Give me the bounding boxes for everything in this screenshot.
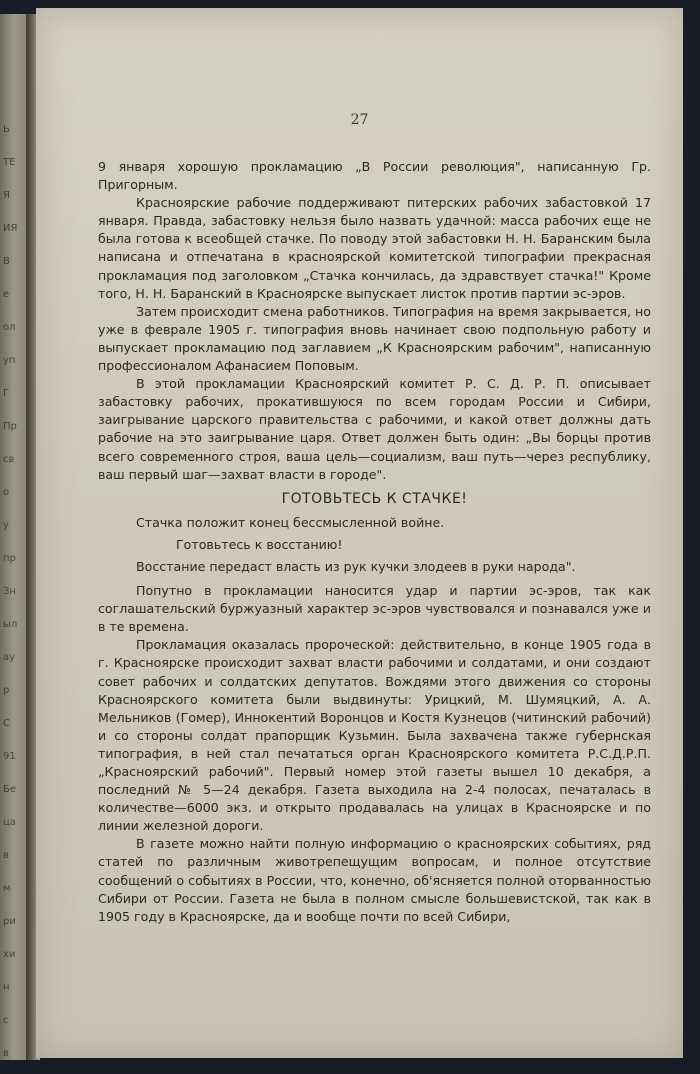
left-page-fragment: в — [3, 1048, 9, 1059]
left-page-fragment: н — [3, 982, 10, 993]
left-page-fragment: ри — [3, 916, 16, 927]
proclamation-heading: ГОТОВЬТЕСЬ К СТАЧКЕ! — [281, 490, 468, 507]
book-page — [36, 8, 683, 1058]
left-page-fragment: В — [3, 256, 10, 267]
left-page-fragment: хи — [3, 949, 16, 960]
left-page-fragment: пр — [3, 553, 16, 564]
proclamation-line-2: Готовьтесь к восстанию! — [176, 536, 343, 552]
left-page-fragment: Зн — [3, 586, 16, 597]
left-page-fragment: ца — [3, 817, 16, 828]
left-page-fragment: Ь — [3, 124, 10, 135]
left-page-fragment: св — [3, 454, 15, 465]
left-page-fragment: ыл — [3, 619, 18, 630]
paragraph-6: Прокламация оказалась пророческой: действительно, в конце 1905 года в г. Красноярске происходит захват власти рабочими и солдатами, и они создают совет рабочих и солдатских депутатов. Вождями этого движения со стороны Красноярского комитета были выдвинуты: Урицкий, М. Шумяцкий, А. А. Мельников (Гомер), Иннокентий Воронцов и Костя Кузнецов (читинский рабочий) и со стороны солдат прапорщик Кузьмин. Была захвачена также губернская типография, в ней стал печататься орган Красноярского комитета Р.С.Д.Р.П. „Красноярский рабочий". Первый номер этой газеты вышел 10 декабря, а последний № 5—24 декабря. Газета выходила на 2-4 полосах, печаталась в количестве—6000 экз. и открыто продавалась на улицах в Красноярске и по линии железной дороги. — [98, 637, 651, 834]
proclamation-line-3: Восстание передаст власть из рук кучки злодеев в руки народа". — [136, 558, 576, 574]
paragraph-4: В этой прокламации Красноярский комитет Р. С. Д. Р. П. описывает забастовку рабочих, прокатившуюся по всем городам России и Сибири, заигрывание царского правительства с рабочими, и какой ответ должны дать рабочие на это заигрывание царя. Ответ должен быть один: „Вы борцы против всего современного строя, ваша цель—социализм, ваш путь—через республику, ваш первый шаг—захват власти в городе". — [98, 376, 651, 482]
left-page-fragment: ТЕ — [3, 157, 16, 168]
left-page-fragment: с — [3, 1015, 9, 1026]
left-page-fragment: в — [3, 850, 9, 861]
paragraph-5: Попутно в прокламации наносится удар и партии эс-эров, так как соглашательский буржуазный характер эс-эров чувствовался и познавался уже и в те времена. — [98, 583, 651, 635]
left-page-fragment: Г — [3, 388, 10, 399]
left-page-fragment: Я — [3, 190, 10, 201]
left-page-fragment: ол — [3, 322, 16, 333]
page-number: 27 — [350, 112, 369, 128]
left-page-fragment: о — [3, 487, 10, 498]
paragraph-1: 9 января хорошую прокламацию „В России революция", написанную Гр. Пригорным. — [98, 159, 651, 193]
left-page-fragment: р — [3, 685, 10, 696]
paragraph-2: Красноярские рабочие поддерживают питерских рабочих забастовкой 17 января. Правда, забастовку нельзя было назвать удачной: масса рабочих еще не была готова к всеобщей стачке. По поводу этой забастовки Н. Н. Баранским была написана и отпечатана в красноярской комитетской типографии прекрасная прокламация под заголовком „Стачка кончилась, да здравствует стачка!" Кроме того, Н. Н. Баранский в Красноярске выпускает листок против партии эс-эров. — [98, 195, 651, 301]
left-page-fragment: ау — [3, 652, 16, 663]
left-page-fragment: е — [3, 289, 10, 300]
left-page-fragment: уп — [3, 355, 16, 366]
left-page-fragment: Бе — [3, 784, 17, 795]
left-page-fragment: Пр — [3, 421, 17, 432]
left-page-fragment: у — [3, 520, 9, 531]
paragraph-3: Затем происходит смена работников. Типография на время закрывается, но уже в феврале 1905 г. типография вновь начинает свою подпольную работу и выпускает прокламацию под заглавием „К Красноярским рабочим", написанную профессионалом Афанасием Поповым. — [98, 303, 651, 374]
left-page-fragment: м — [3, 883, 11, 894]
left-page-fragment: ИЯ — [3, 223, 18, 234]
left-page-fragment: С — [3, 718, 10, 729]
proclamation-line-1: Стачка положит конец бессмысленной войне. — [136, 514, 445, 530]
left-page-fragment: 91 — [3, 751, 16, 762]
page-body-text — [98, 158, 651, 926]
paragraph-7: В газете можно найти полную информацию о красноярских событиях, ряд статей по различным животрепещущим вопросам, и полное отсутствие сообщений о событиях в России, что, конечно, об'ясняется полной оторванностью Сибири от России. Газета не была в полном смысле большевистской, так как в 1905 году в Красноярске, да и вообще почти по всей Сибири, — [98, 836, 651, 924]
